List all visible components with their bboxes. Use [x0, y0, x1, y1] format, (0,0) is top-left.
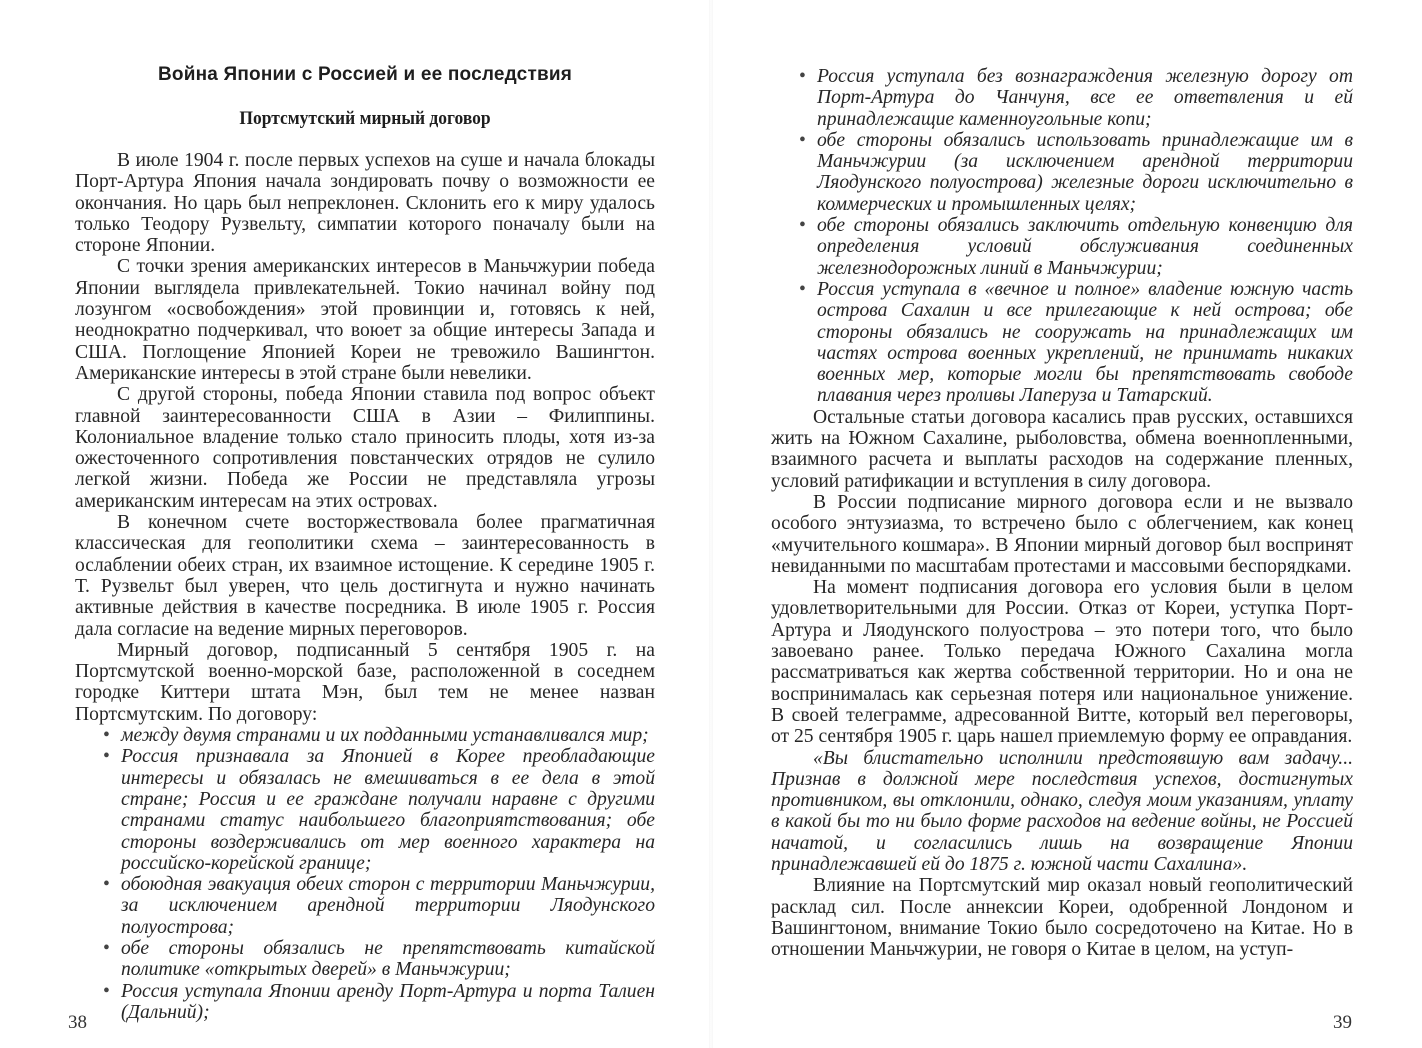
list-item: • обе стороны обязались использовать принадлежащие им в Маньчжурии (за исключением арендной территории Ляодунского полуострова) железные дороги исключительно в коммерческих и промышленных целях;	[817, 130, 1353, 215]
paragraph: Мирный договор, подписанный 5 сентября 1905 г. на Портсмутской военно-морской базе, расположенной в соседнем городке Киттери штата Мэн, был тем не менее назван Портсмутским. По договору:	[75, 639, 655, 725]
list-item: • между двумя странами и их подданными устанавливался мир;	[121, 725, 655, 746]
paragraph: В июле 1904 г. после первых успехов на суше и начала блокады Порт-Артура Япония начала зондировать почву о возможности ее окончания. Но царь был непреклонен. Склонить его к миру удалось только Теодору Рузвельту, симпатии которого поначалу были на стороне Японии.	[75, 150, 655, 257]
list-item: • Россия уступала в «вечное и полное» владение южную часть острова Сахалин и все прилегающие к ней острова; обе стороны обязались не сооружать на принадлежащих им частях острова военных укреплений, не принимать никаких военных мер, которые могли бы препятствовать свободе плавания через проливы Лаперуза и Татарский.	[817, 279, 1353, 407]
right-text-column	[771, 66, 1353, 960]
treaty-terms-list-continued	[771, 66, 1353, 407]
list-item: • обе стороны обязались не препятствовать китайской политике «открытых дверей» в Маньчжурии;	[121, 938, 655, 981]
paragraph: С точки зрения американских интересов в Маньчжурии победа Японии выглядела привлекательней. Токио начинал войну под лозунгом «освобождения» этой провинции и, готовясь к ней, неоднократно подчеркивал, что воюет за общие интересы Запада и США. Поглощение Японией Кореи не тревожило Вашингтон. Американские интересы в этой стране были невелики.	[75, 256, 655, 384]
right-page	[711, 0, 1422, 1048]
paragraph: Влияние на Портсмутский мир оказал новый геополитический расклад сил. После аннексии Кореи, одобренной Лондоном и Вашингтоном, внимание Токио было сосредоточено на Китае. Но в отношении Маньчжурии, не говоря о Китае в целом, на уступ-	[771, 875, 1353, 961]
paragraph: С другой стороны, победа Японии ставила под вопрос объект главной заинтересованности США в Азии – Филиппины. Колониальное владение только стало приносить плоды, хотя из-за ожесточенного сопротивления повстанческих отрядов не сулило легкой жизни. Победа же России не представляла угрозы американским интересам на этих островах.	[75, 384, 655, 512]
paragraph: На момент подписания договора его условия были в целом удовлетворительными для России. Отказ от Кореи, уступка Порт-Артура и Ляодунского полуострова – это потери того, что было завоевано ранее. Только передача Южного Сахалина могла рассматриваться как жертва собственной территории. Но и она не воспринималась как серьезная потеря или национальное унижение. В своей телеграмме, адресованной Витте, который вел переговоры, от 25 сентября 1905 г. царь нашел приемлемую форму ее оправдания.	[771, 577, 1353, 748]
page-number: 38	[68, 1012, 87, 1033]
left-text-column	[75, 150, 655, 1023]
page-number: 39	[1333, 1012, 1352, 1033]
list-item: • Россия уступала Японии аренду Порт-Артура и порта Талиен (Дальний);	[121, 981, 655, 1024]
paragraph: В России подписание мирного договора если и не вызвало особого энтузиазма, то встречено было с облегчением, как конец «мучительного кошмара». В Японии мирный договор был воспринят невиданными по масштабам протестами и массовыми беспорядками.	[771, 491, 1353, 577]
chapter-title: Война Японии с Россией и ее последствия	[157, 64, 572, 85]
telegram-quote: «Вы блистательно исполнили предстоявшую вам задачу... Признав в должной мере последствия успехов, достигнутых противником, вы отклонили, однако, следуя моим указаниям, уплату в какой бы то ни было форме расходов на ведение войны, не Россией начатой, и согласились лишь на возвращение Японии принадлежавшей ей до 1875 г. южной части Сахалина».	[771, 747, 1353, 875]
paragraph: Остальные статьи договора касались прав русских, оставшихся жить на Южном Сахалине, рыболовства, обмена военнопленными, взаимного расчета и выплаты расходов на содержание пленных, условий ратификации и вступления в силу договора.	[771, 406, 1353, 492]
paragraph: В конечном счете восторжествовала более прагматичная классическая для геополитики схема – заинтересованность в ослаблении обеих стран, их взаимное истощение. К середине 1905 г. Т. Рузвельт был уверен, что цель достигнута и нужно начинать активные действия в качестве посредника. В июле 1905 г. Россия дала согласие на ведение мирных переговоров.	[75, 512, 655, 640]
list-item: • Россия уступала без вознаграждения железную дорогу от Порт-Артура до Чанчуня, все ее ответвления и ей принадлежащие каменноугольные копи;	[817, 66, 1353, 130]
list-item: • обоюдная эвакуация обеих сторон с территории Маньчжурии, за исключением арендной территории Ляодунского полуострова;	[121, 874, 655, 938]
treaty-terms-list	[75, 725, 655, 1023]
list-item: • Россия признавала за Японией в Корее преобладающие интересы и обязалась не вмешиваться в ее дела в этой стране; Россия и ее граждане получали наравне с другими странами статус наибольшего благоприятствования; обе стороны воздерживались от мер военного характера на российско-корейской границе;	[121, 746, 655, 874]
section-title: Портсмутский мирный договор	[239, 108, 491, 129]
list-item: • обе стороны обязались заключить отдельную конвенцию для определения условий обслуживания соединенных железнодорожных линий в Маньчжурии;	[817, 215, 1353, 279]
